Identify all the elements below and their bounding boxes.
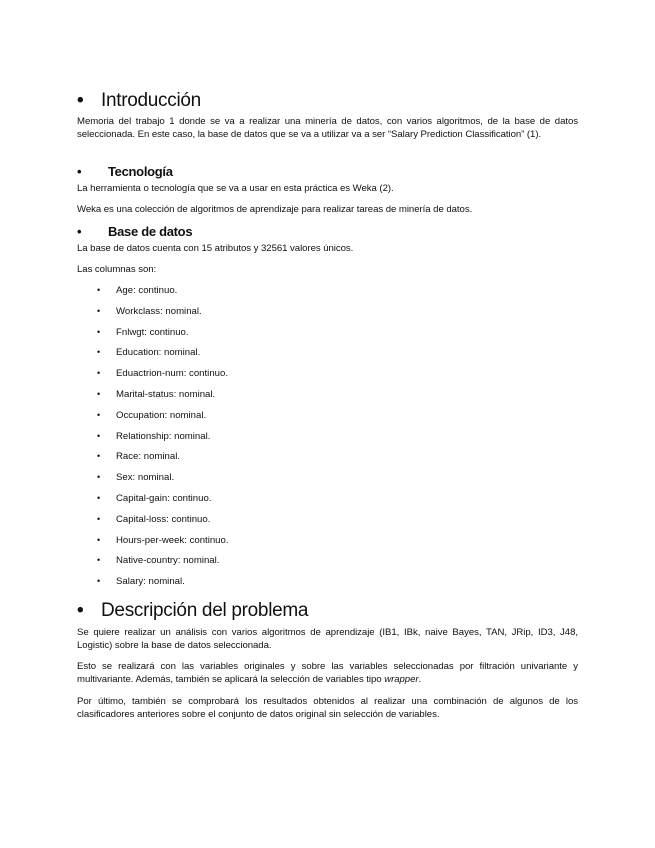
list-item: • Race: nominal. bbox=[97, 451, 180, 463]
list-item: • Marital-status: nominal. bbox=[97, 388, 216, 400]
descripcion-paragraph-1: Se quiere realizar un análisis con varios algoritmos de aprendizaje (IB1, IBk, naive Bayes, TAN, JRip, ID3, J48, Logistic) sobre la base de datos seleccionada. bbox=[77, 627, 578, 651]
bullet-icon: • bbox=[97, 305, 101, 316]
bullet-icon: • bbox=[77, 600, 84, 621]
bullet-icon: • bbox=[97, 285, 101, 295]
bullet-icon: • bbox=[97, 388, 101, 399]
bullet-icon: • bbox=[77, 164, 82, 179]
base-datos-paragraph-2: Las columnas son: bbox=[77, 264, 157, 275]
list-item: • Education: nominal. bbox=[97, 347, 201, 359]
intro-paragraph: Memoria del trabajo 1 donde se va a realizar una minería de datos, con varios algoritmos, de la base de datos seleccionada. En este caso, la base de datos que se va a utilizar va a ser “Salary Prediction Classification” (1). bbox=[77, 116, 578, 140]
bullet-icon: • bbox=[77, 90, 84, 111]
wrapper-term: wrapper bbox=[384, 674, 419, 685]
list-item: • Native-country: nominal. bbox=[97, 555, 220, 567]
bullet-icon: • bbox=[97, 347, 101, 358]
heading-tecnologia-text: Tecnología bbox=[108, 164, 173, 179]
list-item: • Occupation: nominal. bbox=[97, 409, 207, 421]
bullet-icon: • bbox=[97, 492, 101, 503]
heading-tecnologia bbox=[77, 164, 173, 179]
list-item: • Workclass: nominal. bbox=[97, 305, 202, 317]
heading-base-de-datos bbox=[77, 224, 192, 239]
list-item: • Salary: nominal. bbox=[97, 576, 185, 588]
bullet-icon: • bbox=[97, 555, 101, 566]
list-item: • Eduactrion-num: continuo. bbox=[97, 368, 228, 380]
list-item: • Sex: nominal. bbox=[97, 472, 175, 484]
heading-base-de-datos-text: Base de datos bbox=[108, 224, 193, 239]
bullet-icon: • bbox=[97, 451, 101, 462]
bullet-icon: • bbox=[97, 368, 101, 379]
list-item: • Age: continuo. bbox=[97, 285, 178, 296]
list-item: • Hours-per-week: continuo. bbox=[97, 534, 229, 546]
tecnologia-paragraph-1: La herramienta o tecnología que se va a usar en esta práctica es Weka (2). bbox=[77, 183, 394, 194]
tecnologia-paragraph-2: Weka es una colección de algoritmos de aprendizaje para realizar tareas de minería de datos. bbox=[77, 204, 473, 215]
descripcion-paragraph-3: Por último, también se comprobará los resultados obtenidos al realizar una combinación de algunos de los clasificadores anteriores sobre el conjunto de datos original sin selección de variables. bbox=[77, 696, 578, 720]
bullet-icon: • bbox=[97, 430, 101, 441]
base-datos-paragraph-1: La base de datos cuenta con 15 atributos y 32561 valores únicos. bbox=[77, 243, 354, 254]
descripcion-paragraph-2: Esto se realizará con las variables originales y sobre las variables seleccionadas por filtración univariante y multivariante. Además, también se aplicará la selección de variables tipo wrapper. bbox=[77, 661, 578, 685]
bullet-icon: • bbox=[97, 534, 101, 545]
heading-introduccion-text: Introducción bbox=[101, 90, 201, 111]
bullet-icon: • bbox=[97, 326, 101, 337]
bullet-icon: • bbox=[97, 513, 101, 524]
list-item: • Fnlwgt: continuo. bbox=[97, 326, 189, 338]
bullet-icon: • bbox=[97, 576, 101, 587]
bullet-icon: • bbox=[77, 224, 82, 239]
columns-list bbox=[97, 284, 229, 596]
list-item: • Relationship: nominal. bbox=[97, 430, 211, 442]
bullet-icon: • bbox=[97, 472, 101, 483]
list-item: • Capital-loss: continuo. bbox=[97, 513, 211, 525]
heading-descripcion-text: Descripción del problema bbox=[101, 600, 309, 621]
heading-descripcion bbox=[77, 600, 308, 622]
list-item: • Capital-gain: continuo. bbox=[97, 492, 212, 504]
bullet-icon: • bbox=[97, 409, 101, 420]
heading-introduccion bbox=[77, 90, 201, 112]
